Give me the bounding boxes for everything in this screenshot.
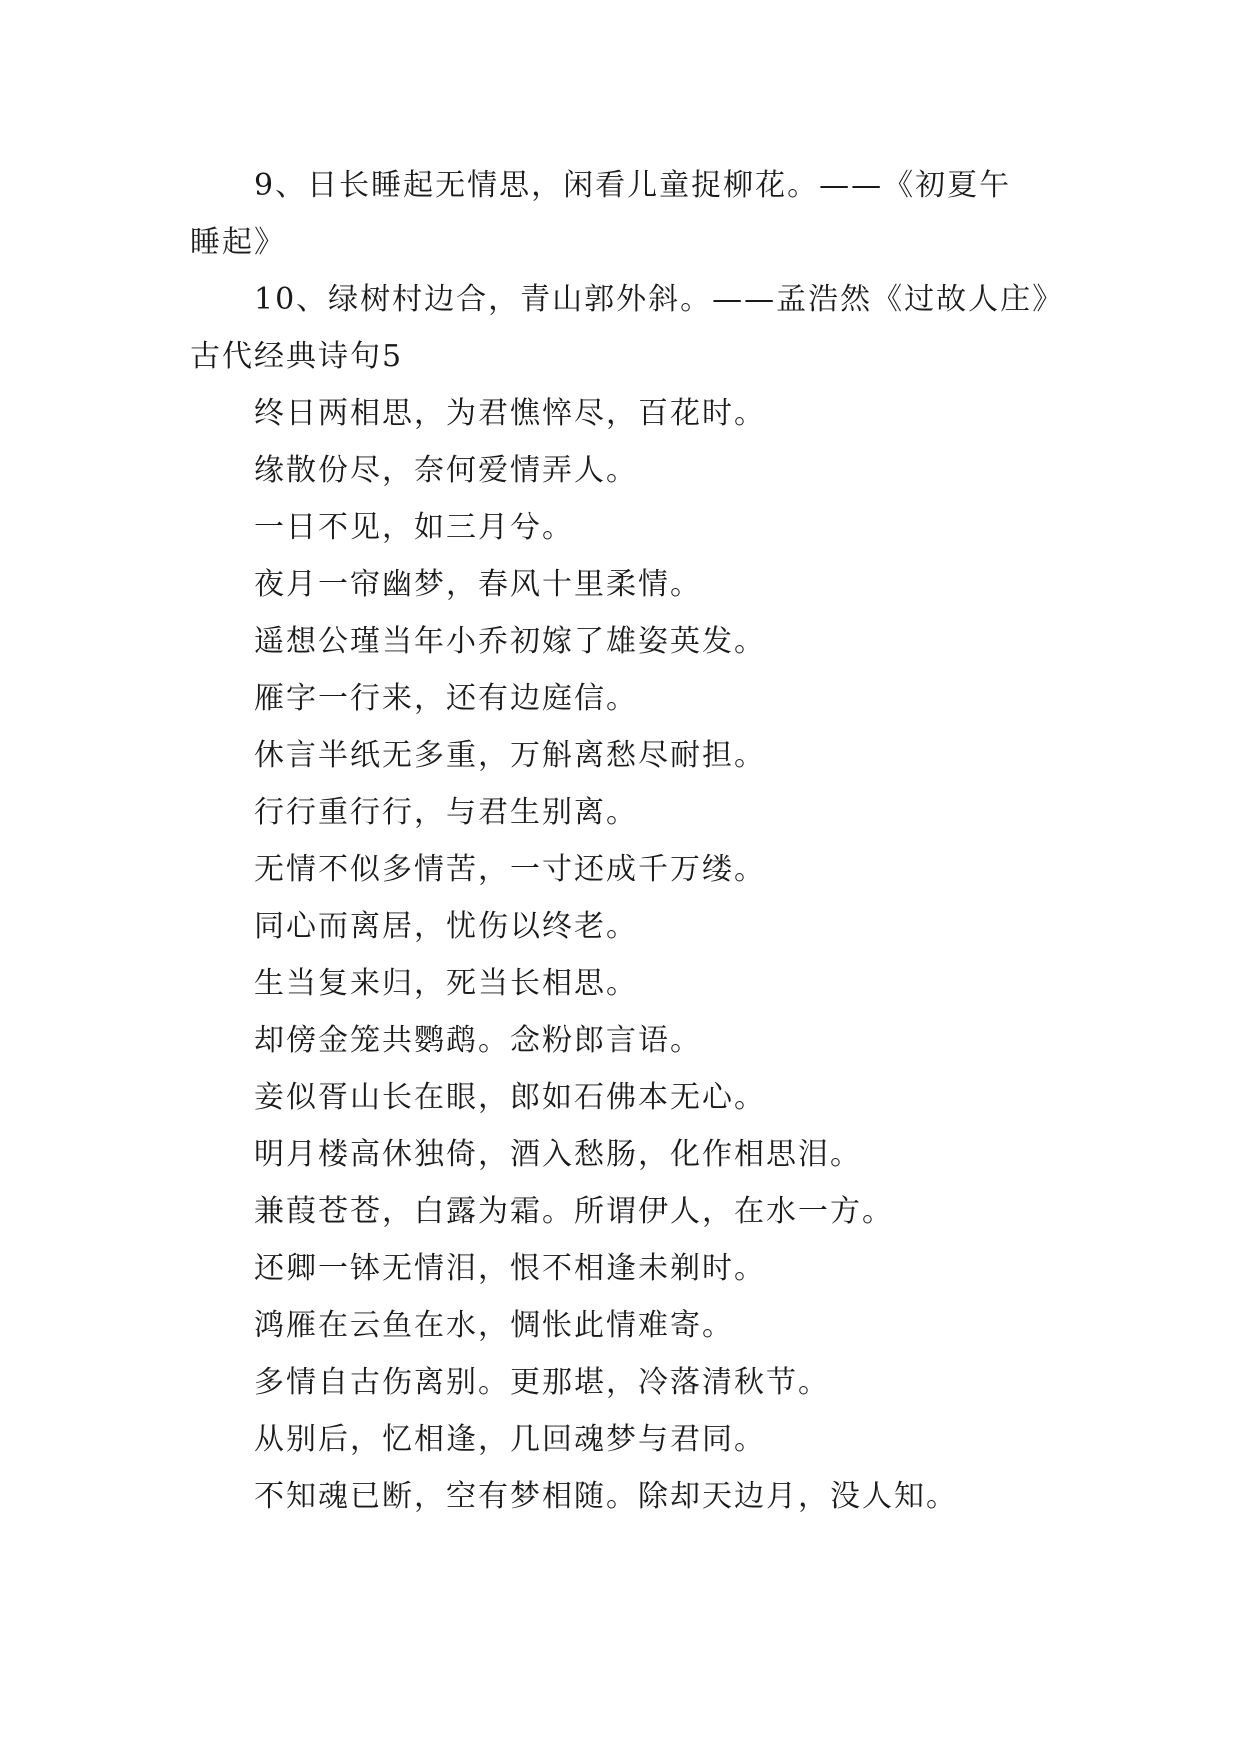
poem-line: 妾似胥山长在眼，郎如石佛本无心。 bbox=[254, 1080, 766, 1115]
poem-line: 明月楼高休独倚，酒入愁肠，化作相思泪。 bbox=[254, 1137, 862, 1172]
poem-line: 行行重行行，与君生别离。 bbox=[254, 795, 638, 830]
poem-line: 鸿雁在云鱼在水，惆怅此情难寄。 bbox=[254, 1308, 734, 1343]
poem-line: 终日两相思，为君憔悴尽，百花时。 bbox=[254, 396, 766, 431]
poem-line: 10、绿树村边合，青山郭外斜。——孟浩然《过故人庄》 bbox=[254, 282, 1065, 317]
poem-line: 不知魂已断，空有梦相随。除却天边月，没人知。 bbox=[254, 1479, 958, 1514]
poem-line: 却傍金笼共鹦鹉。念粉郎言语。 bbox=[254, 1023, 702, 1058]
poem-line: 雁字一行来，还有边庭信。 bbox=[254, 681, 638, 716]
poem-line: 休言半纸无多重，万斛离愁尽耐担。 bbox=[254, 738, 766, 773]
poem-line: 遥想公瑾当年小乔初嫁了雄姿英发。 bbox=[254, 624, 766, 659]
poem-line: 生当复来归，死当长相思。 bbox=[254, 966, 638, 1001]
poem-line: 缘散份尽，奈何爱情弄人。 bbox=[254, 453, 638, 488]
poem-line: 从别后，忆相逢，几回魂梦与君同。 bbox=[254, 1422, 766, 1457]
poem-line-continuation: 睡起》 bbox=[190, 225, 286, 260]
poem-line: 无情不似多情苦，一寸还成千万缕。 bbox=[254, 852, 766, 887]
section-heading: 古代经典诗句5 bbox=[190, 339, 404, 374]
poem-line: 9、日长睡起无情思，闲看儿童捉柳花。——《初夏午 bbox=[254, 168, 1012, 203]
poem-line: 还卿一钵无情泪，恨不相逢未剃时。 bbox=[254, 1251, 766, 1286]
poem-line: 多情自古伤离别。更那堪，冷落清秋节。 bbox=[254, 1365, 830, 1400]
poem-line: 同心而离居，忧伤以终老。 bbox=[254, 909, 638, 944]
poem-line: 一日不见，如三月兮。 bbox=[254, 510, 574, 545]
poem-line: 夜月一帘幽梦，春风十里柔情。 bbox=[254, 567, 702, 602]
poem-line: 兼葭苍苍，白露为霜。所谓伊人，在水一方。 bbox=[254, 1194, 894, 1229]
